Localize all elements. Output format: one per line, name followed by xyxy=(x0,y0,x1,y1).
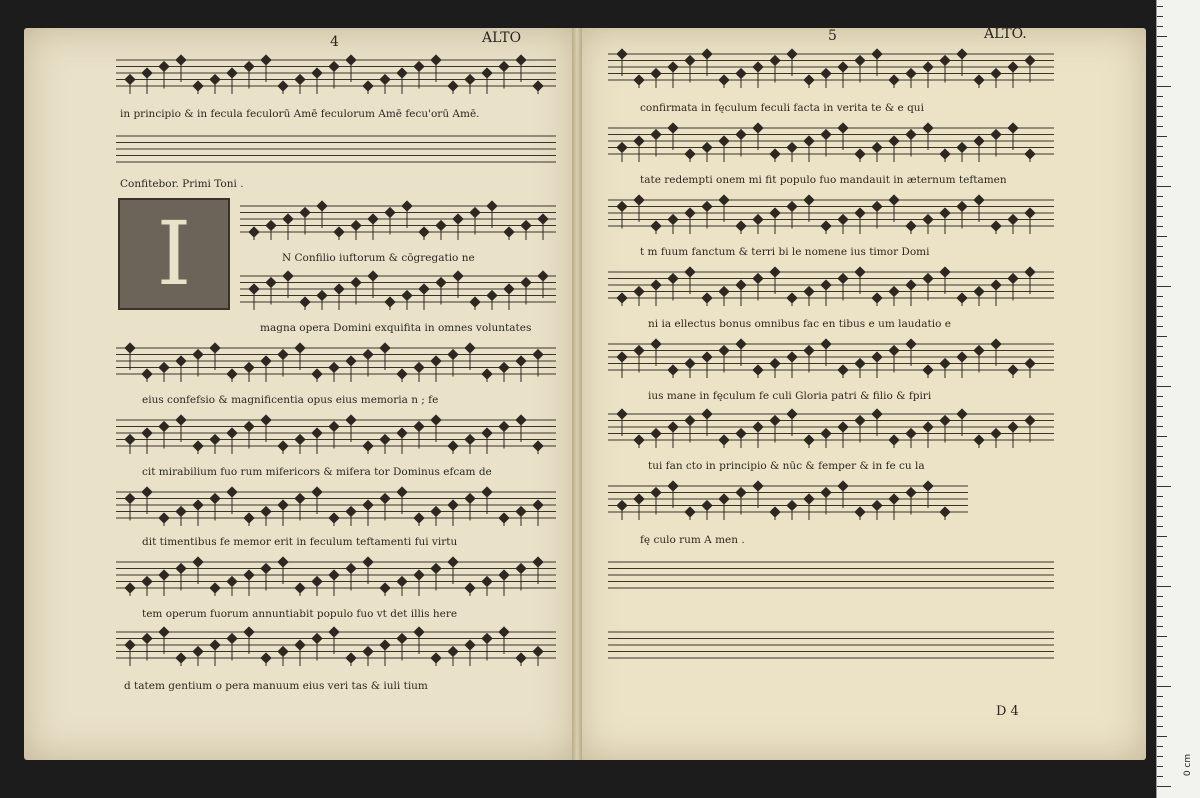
music-staff xyxy=(608,408,1054,448)
ruler-tick xyxy=(1157,26,1163,27)
ruler-tick xyxy=(1157,426,1163,427)
ruler-tick xyxy=(1157,116,1163,117)
ruler-tick xyxy=(1157,586,1171,587)
right-lyric-5: ius mane in fęculum fe culi Gloria patri & filio & fpiri xyxy=(648,390,932,402)
ruler-tick xyxy=(1157,546,1163,547)
left-page-number: 4 xyxy=(330,34,339,50)
ruler-tick xyxy=(1157,726,1163,727)
ruler-tick xyxy=(1157,716,1163,717)
music-staff xyxy=(608,48,1054,88)
ruler-tick xyxy=(1157,386,1171,387)
ruler-tick xyxy=(1157,86,1171,87)
ruler-tick xyxy=(1157,646,1163,647)
book-gutter xyxy=(572,28,582,760)
ruler-tick xyxy=(1157,576,1163,577)
music-staff xyxy=(608,480,968,520)
ruler-tick xyxy=(1157,216,1163,217)
ruler-tick xyxy=(1157,276,1163,277)
music-staff xyxy=(116,556,556,596)
ruler-tick xyxy=(1157,636,1167,637)
left-voice-label: ALTO xyxy=(482,30,522,46)
music-staff xyxy=(116,54,556,94)
music-staff xyxy=(240,270,556,310)
ruler-tick xyxy=(1157,56,1163,57)
right-lyric-3: t m fuum fanctum & terri bi le nomene ius timor Domi xyxy=(640,246,930,258)
ruler-tick xyxy=(1157,176,1163,177)
ruler-tick xyxy=(1157,136,1167,137)
ruler-tick xyxy=(1157,396,1163,397)
ruler-tick xyxy=(1157,706,1163,707)
ruler-tick xyxy=(1157,606,1163,607)
music-staff xyxy=(116,486,556,526)
left-lyric-1: in principio & in fecula feculorū Amē feculorum Amē fecu'orū Amē. xyxy=(120,108,480,120)
left-lyric-7: tem operum fuorum annuntiabit populo fuo vt det illis here xyxy=(142,608,458,620)
ruler-tick xyxy=(1157,566,1163,567)
music-staff xyxy=(608,338,1054,378)
ruler-tick xyxy=(1157,366,1163,367)
ruler-tick xyxy=(1157,316,1163,317)
left-lyric-3: magna opera Domini exquifita in omnes voluntates xyxy=(260,322,532,334)
right-lyric-4: ni ia ellectus bonus omnibus fac en tibus e um laudatio e xyxy=(648,318,951,330)
ruler-tick xyxy=(1157,666,1163,667)
ruler-tick xyxy=(1157,336,1167,337)
left-lyric-5: cit mirabilium fuo rum mifericors & mifera tor Dominus efcam de xyxy=(142,466,492,478)
ruler-tick xyxy=(1157,656,1163,657)
ruler-tick xyxy=(1157,96,1163,97)
left-lyric-6: dit timentibus fe memor erit in feculum teftamenti fui virtu xyxy=(142,536,458,548)
ruler-tick xyxy=(1157,196,1163,197)
ruler-tick xyxy=(1157,786,1171,787)
right-lyric-2: tate redempti onem mi fit populo fuo mandauit in æternum teftamen xyxy=(640,174,1007,186)
ruler-tick xyxy=(1157,206,1163,207)
measurement-ruler xyxy=(1156,0,1200,798)
left-lyric-8: d tatem gentium o pera manuum eius veri tas & iuli tium xyxy=(124,680,428,692)
left-lyric-2: N Confilio iuftorum & cōgregatio ne xyxy=(282,252,475,264)
ruler-tick xyxy=(1157,346,1163,347)
ruler-tick xyxy=(1157,446,1163,447)
ruler-tick xyxy=(1157,626,1163,627)
ruler-tick xyxy=(1157,306,1163,307)
signature-mark: D 4 xyxy=(996,704,1019,719)
ruler-tick xyxy=(1157,166,1163,167)
ruler-tick xyxy=(1157,296,1163,297)
ruler-tick xyxy=(1157,436,1167,437)
ruler-tick xyxy=(1157,46,1163,47)
ruler-tick xyxy=(1157,6,1163,7)
right-lyric-7: fę culo rum A men . xyxy=(640,534,745,546)
music-staff xyxy=(608,626,1054,666)
ruler-tick xyxy=(1157,66,1163,67)
ruler-tick xyxy=(1157,36,1167,37)
right-lyric-6: tui fan cto in principio & nūc & femper & in fe cu la xyxy=(648,460,925,472)
ruler-tick xyxy=(1157,406,1163,407)
music-staff xyxy=(116,130,556,170)
ruler-tick xyxy=(1157,496,1163,497)
ruler-tick xyxy=(1157,486,1171,487)
right-page-number: 5 xyxy=(828,28,837,44)
ruler-tick xyxy=(1157,746,1163,747)
ruler-tick xyxy=(1157,106,1163,107)
ruler-tick xyxy=(1157,596,1163,597)
ruler-tick xyxy=(1157,126,1163,127)
ruler-tick xyxy=(1157,456,1163,457)
ruler-tick xyxy=(1157,146,1163,147)
ruler-tick xyxy=(1157,236,1167,237)
ruler-tick xyxy=(1157,526,1163,527)
ruler-tick xyxy=(1157,676,1163,677)
ruler-label: 0 cm xyxy=(1183,753,1194,777)
music-staff xyxy=(116,626,556,666)
right-lyric-1: confirmata in fęculum feculi facta in verita te & e qui xyxy=(640,102,924,114)
ruler-tick xyxy=(1157,516,1163,517)
ruler-tick xyxy=(1157,266,1163,267)
ruler-tick xyxy=(1157,326,1163,327)
decorated-initial: I xyxy=(118,198,230,310)
ruler-tick xyxy=(1157,226,1163,227)
ruler-tick xyxy=(1157,376,1163,377)
ruler-tick xyxy=(1157,756,1163,757)
ruler-tick xyxy=(1157,686,1171,687)
ruler-tick xyxy=(1157,696,1163,697)
ruler-tick xyxy=(1157,256,1163,257)
ruler-tick xyxy=(1157,736,1167,737)
ruler-tick xyxy=(1157,286,1171,287)
ruler-tick xyxy=(1157,186,1171,187)
left-lyric-4: eius confefsio & magnificentia opus eius memoria n ; fe xyxy=(142,394,439,406)
music-staff xyxy=(116,414,556,454)
ruler-tick xyxy=(1157,476,1163,477)
left-heading: Confitebor. Primi Toni . xyxy=(120,178,244,190)
ruler-tick xyxy=(1157,246,1163,247)
music-staff xyxy=(240,200,556,240)
ruler-tick xyxy=(1157,76,1163,77)
ruler-tick xyxy=(1157,766,1163,767)
right-voice-label: ALTO. xyxy=(984,26,1027,42)
ruler-tick xyxy=(1157,506,1163,507)
ruler-tick xyxy=(1157,616,1163,617)
ruler-tick xyxy=(1157,776,1163,777)
ruler-tick xyxy=(1157,416,1163,417)
music-staff xyxy=(116,342,556,382)
music-staff xyxy=(608,266,1054,306)
ruler-tick xyxy=(1157,156,1163,157)
ruler-tick xyxy=(1157,536,1167,537)
ruler-tick xyxy=(1157,356,1163,357)
ruler-tick xyxy=(1157,16,1163,17)
music-staff xyxy=(608,556,1054,596)
ruler-tick xyxy=(1157,466,1163,467)
music-staff xyxy=(608,122,1054,162)
music-staff xyxy=(608,194,1054,234)
ruler-tick xyxy=(1157,556,1163,557)
